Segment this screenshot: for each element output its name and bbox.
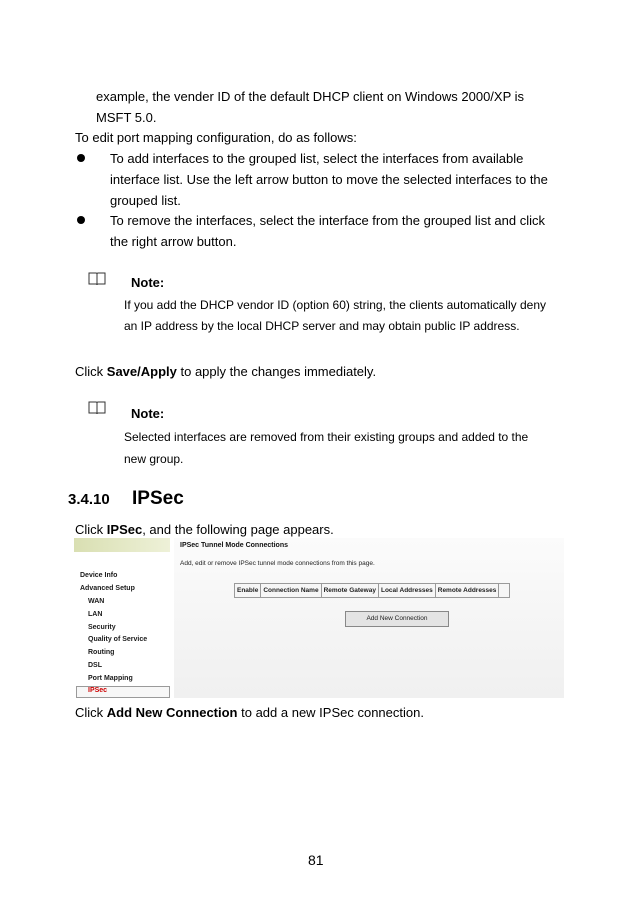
text-prefix: Click (75, 522, 107, 537)
add-new-connection-button[interactable]: Add New Connection (345, 611, 449, 627)
note-2-line-1: Selected interfaces are removed from their existing groups and added to the (124, 430, 529, 444)
sidebar-item-security[interactable]: Security (88, 624, 116, 631)
column-header: Local Addresses (378, 584, 435, 598)
text-prefix: Click (75, 364, 107, 379)
add-new-connection-label: Add New Connection (106, 705, 238, 720)
text-prefix: Click (75, 705, 107, 720)
bullet-2-line-1: To remove the interfaces, select the interface from the grouped list and click (110, 213, 545, 228)
sidebar-item-port-mapping[interactable]: Port Mapping (88, 675, 133, 682)
screenshot-main (174, 538, 564, 698)
screenshot-description: Add, edit or remove IPSec tunnel mode connections from this page. (180, 560, 375, 567)
text-suffix: , and the following page appears. (142, 522, 334, 537)
book-icon (88, 401, 106, 415)
column-header: Connection Name (261, 584, 321, 598)
sidebar-banner (74, 538, 170, 552)
note-2-title: Note: (131, 406, 165, 421)
note-2-line-2: new group. (124, 452, 184, 466)
text-suffix: to apply the changes immediately. (176, 364, 377, 379)
sidebar-item-advanced-setup[interactable]: Advanced Setup (80, 585, 135, 592)
bullet-2-line-2: the right arrow button. (110, 234, 237, 249)
bullet-1-line-3: grouped list. (110, 193, 181, 208)
column-header: Remote Addresses (435, 584, 499, 598)
sidebar-item-dsl[interactable]: DSL (88, 662, 102, 669)
page-number: 81 (308, 852, 324, 868)
section-number: 3.4.10 (68, 491, 110, 508)
ipsec-screenshot (74, 538, 564, 698)
intro-line-1: example, the vender ID of the default DHCP client on Windows 2000/XP is (96, 89, 525, 104)
note-1-line-1: If you add the DHCP vendor ID (option 60) string, the clients automatically deny (124, 298, 546, 312)
note-1-title: Note: (131, 275, 165, 290)
port-mapping-intro: To edit port mapping configuration, do as follows: (75, 130, 357, 145)
save-apply-paragraph (75, 364, 376, 380)
bullet-icon (77, 154, 85, 162)
sidebar-item-routing[interactable]: Routing (88, 649, 115, 656)
column-header-spacer (499, 584, 510, 598)
click-ipsec-paragraph (75, 522, 334, 538)
connections-table (234, 583, 510, 598)
save-apply-label: Save/Apply (106, 364, 177, 379)
text-suffix: to add a new IPSec connection. (237, 705, 424, 720)
column-header: Remote Gateway (321, 584, 378, 598)
bullet-icon (77, 216, 85, 224)
bullet-1-line-1: To add interfaces to the grouped list, select the interfaces from available (110, 151, 524, 166)
intro-line-2: MSFT 5.0. (96, 110, 157, 125)
sidebar-item-wan[interactable]: WAN (88, 598, 105, 605)
screenshot-title: IPSec Tunnel Mode Connections (180, 542, 288, 549)
screenshot-sidebar (74, 538, 170, 698)
sidebar-item-device-info[interactable]: Device Info (80, 572, 118, 579)
section-title: IPSec (132, 488, 184, 509)
click-add-paragraph (75, 705, 424, 721)
bullet-1-line-2: interface list. Use the left arrow button to move the selected interfaces to the (110, 172, 548, 187)
ipsec-label: IPSec (106, 522, 143, 537)
book-icon (88, 272, 106, 286)
sidebar-item-ipsec[interactable]: IPSec (88, 687, 108, 694)
sidebar-item-qos[interactable]: Quality of Service (88, 636, 148, 643)
column-header: Enable (235, 584, 261, 598)
table-header-row (235, 584, 510, 598)
note-1-line-2: an IP address by the local DHCP server and may obtain public IP address. (124, 319, 520, 333)
sidebar-item-lan[interactable]: LAN (88, 611, 103, 618)
